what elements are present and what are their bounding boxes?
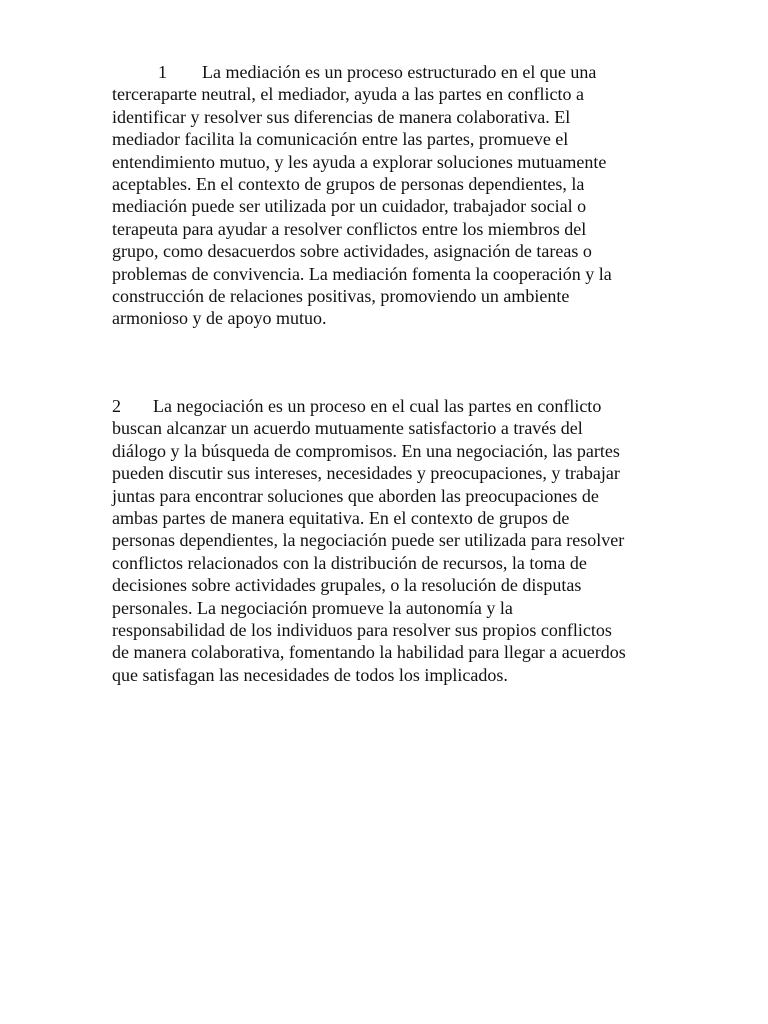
paragraph-line: aceptables. En el contexto de grupos de personas dependientes, la [112,174,585,195]
paragraph-line: que satisfagan las necesidades de todos los implicados. [112,664,508,685]
paragraph-line: buscan alcanzar un acuerdo mutuamente satisfactorio a través del [112,418,583,439]
paragraph-line: diálogo y la búsqueda de compromisos. En una negociación, las partes [112,440,620,461]
paragraph-line: grupo, como desacuerdos sobre actividades, asignación de tareas o [112,241,592,262]
paragraph-line: problemas de convivencia. La mediación fomenta la cooperación y la [112,263,612,284]
paragraph-line: identificar y resolver sus diferencias de manera colaborativa. El [112,106,571,127]
paragraph-line: personales. La negociación promueve la autonomía y la [112,597,513,618]
paragraph-line: terapeuta para ayudar a resolver conflictos entre los miembros del [112,218,587,239]
paragraph-line: de manera colaborativa, fomentando la habilidad para llegar a acuerdos [112,642,626,663]
paragraph-line: responsabilidad de los individuos para resolver sus propios conflictos [112,620,612,641]
paragraph-line: conflictos relacionados con la distribución de recursos, la toma de [112,552,587,573]
paragraph-line: 2 La negociación es un proceso en el cual las partes en conflicto [112,396,602,416]
paragraph-line: terceraparte neutral, el mediador, ayuda a las partes en conflicto a [112,84,585,105]
paragraph-line: 1 La mediación es un proceso estructurado en el que una [158,62,597,82]
paragraph-line: decisiones sobre actividades grupales, o la resolución de disputas [112,575,582,596]
paragraph-line: construcción de relaciones positivas, promoviendo un ambiente [112,286,570,307]
paragraph-line: entendimiento mutuo, y les ayuda a explorar soluciones mutuamente [112,151,607,172]
paragraph-line: mediación puede ser utilizada por un cuidador, trabajador social o [112,196,587,217]
paragraph-line: mediador facilita la comunicación entre las partes, promueve el [112,129,569,150]
paragraph-line: armonioso y de apoyo mutuo. [112,308,327,329]
paragraph-line: pueden discutir sus intereses, necesidades y preocupaciones, y trabajar [112,463,620,484]
paragraph-number: 1 [158,62,167,82]
paragraph-line: juntas para encontrar soluciones que aborden las preocupaciones de [112,485,599,506]
paragraph-line: ambas partes de manera equitativa. En el contexto de grupos de [112,508,570,529]
paragraph-line: personas dependientes, la negociación puede ser utilizada para resolver [112,530,625,551]
paragraph-negociacion [112,395,712,686]
paragraph-mediacion [112,61,712,330]
paragraph-number: 2 [112,396,121,416]
